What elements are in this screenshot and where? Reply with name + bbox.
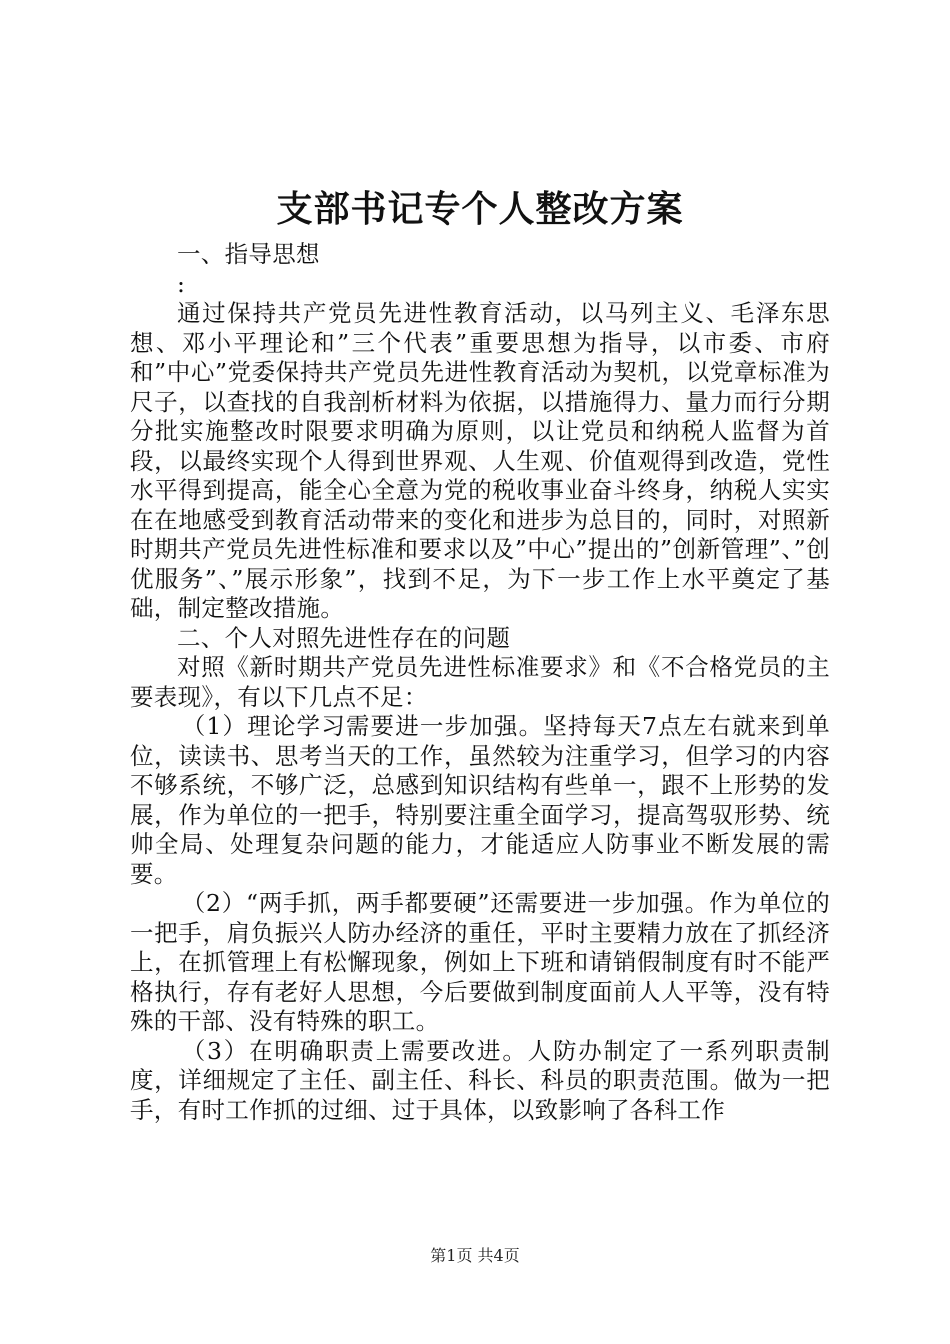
paragraph-problem-1: （1）理论学习需要进一步加强。坚持每天7点左右就来到单位，读读书、思考当天的工作，虽然较为注重学习，但学习的内容不够系统，不够广泛，总感到知识结构有些单一，跟不上形势的发展，作为单位的一把手，特别要注重全面学习，提高驾驭形势、统帅全局、处理复杂问题的能力，才能适应人防事业不断发展的需要。 xyxy=(130,712,830,888)
paragraph-problem-2: （2）“两手抓，两手都要硬”还需要进一步加强。作为单位的一把手，肩负振兴人防办经济的重任，平时主要精力放在了抓经济上，在抓管理上有松懈现象，例如上下班和请销假制度有时不能严格执行，存有老好人思想，今后要做到制度面前人人平等，没有特殊的干部、没有特殊的职工。 xyxy=(130,889,830,1035)
colon-line: : xyxy=(177,269,186,298)
document-title: 支部书记专个人整改方案 xyxy=(276,188,684,230)
page-number: 第1页 共4页 xyxy=(430,1246,520,1265)
paragraph-guiding-ideology: 通过保持共产党员先进性教育活动，以马列主义、毛泽东思想、邓小平理论和”三个代表”重要思想为指导，以市委、市府和”中心”党委保持共产党员先进性教育活动为契机，以党章标准为尺子，以查找的自我剖析材料为依据，以措施得力、量力而行分期分批实施整改时限要求明确为原则，以让党员和纳税人监督为首段，以最终实现个人得到世界观、人生观、价值观得到改造，党性水平得到提高，能全心全意为党的税收事业奋斗终身，纳税人实实在在地感受到教育活动带来的变化和进步为总目的，同时，对照新时期共产党员先进性标准和要求以及”中心”提出的”创新管理”、”创优服务”、”展示形象”，找到不足，为下一步工作上水平奠定了基础，制定整改措施。 xyxy=(130,299,830,622)
document-body xyxy=(130,240,830,1125)
paragraph-problems-intro: 对照《新时期共产党员先进性标准要求》和《不合格党员的主要表现》，有以下几点不足： xyxy=(130,653,830,711)
section-heading-guiding-ideology: 一、指导思想 xyxy=(177,240,320,268)
paragraph-problem-3: （3）在明确职责上需要改进。人防办制定了一系列职责制度，详细规定了主任、副主任、科长、科员的职责范围。做为一把手，有时工作抓的过细、过于具体，以致影响了各科工作 xyxy=(130,1036,830,1124)
section-heading-problems: 二、个人对照先进性存在的问题 xyxy=(177,623,511,652)
